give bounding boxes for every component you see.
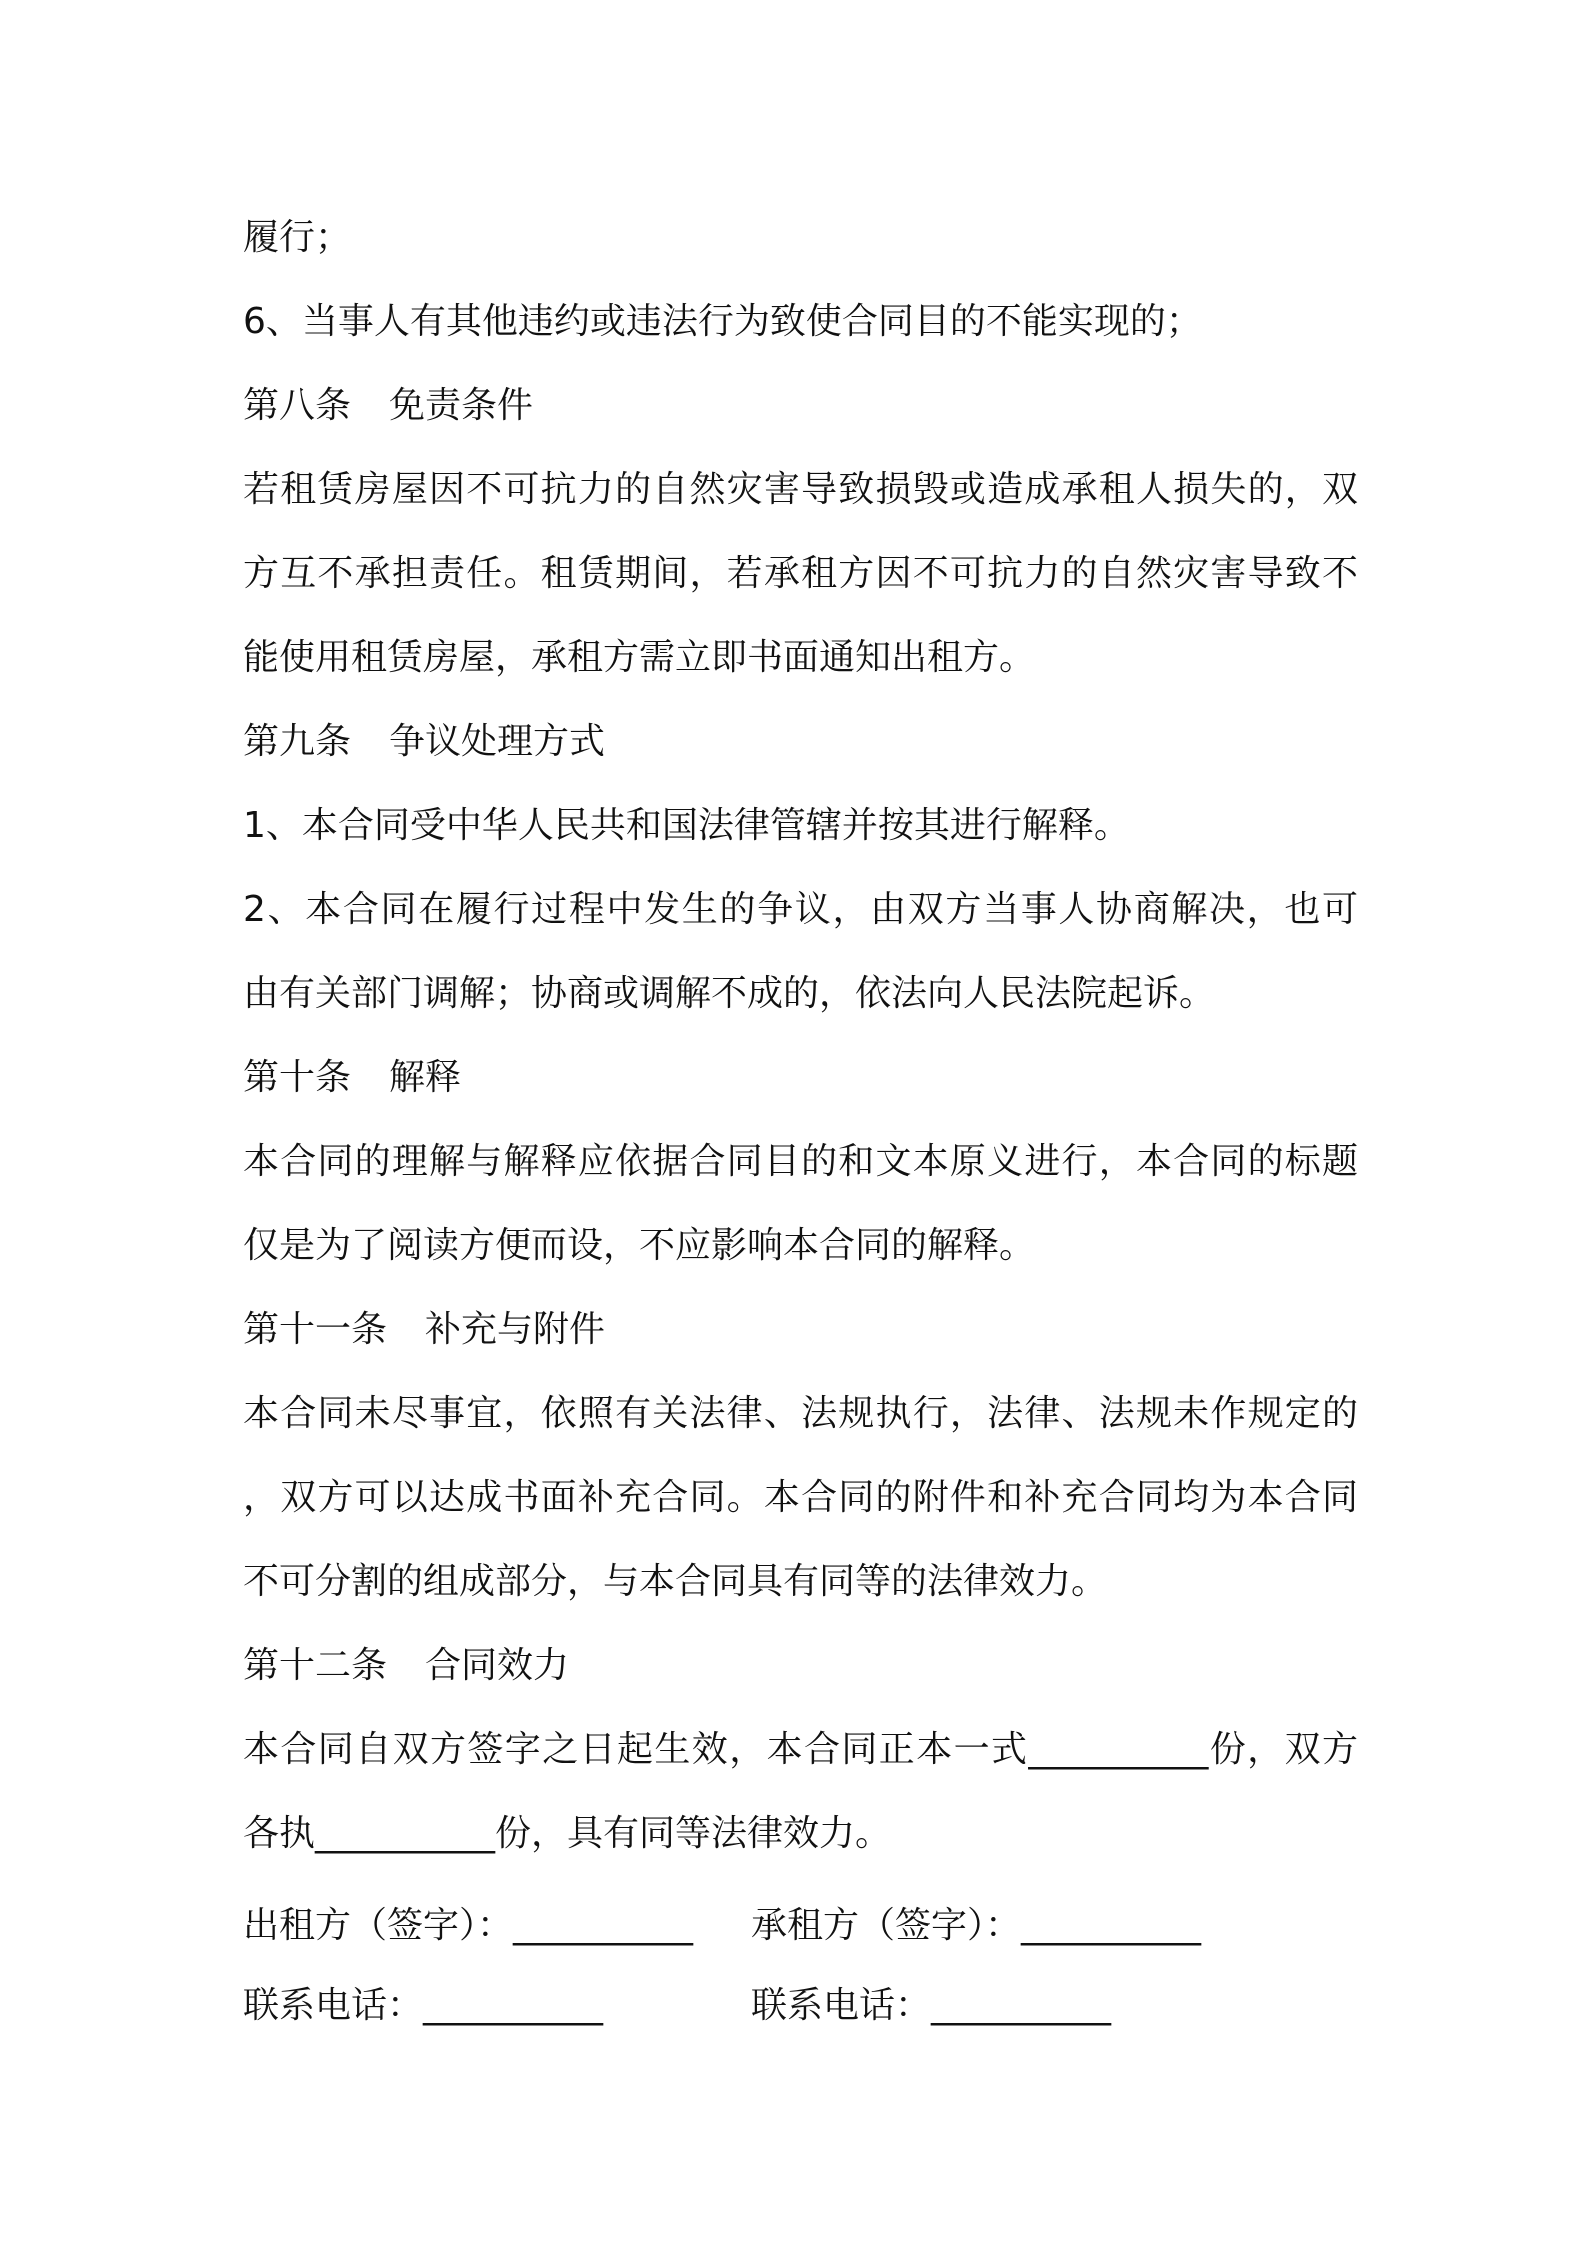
text-line: 若租赁房屋因不可抗力的自然灾害导致损毁或造成承租人损失的，双 [243, 469, 1358, 510]
article-10-heading [243, 1036, 1358, 1120]
text-line: 方互不承担责任。租赁期间，若承租方因不可抗力的自然灾害导致不 [243, 553, 1358, 594]
spacer [243, 1876, 1358, 1886]
text-line: 1、本合同受中华人民共和国法律管辖并按其进行解释。 [243, 805, 1130, 846]
lessee-signature: 承租方（签字）：__________ [751, 1905, 1202, 1946]
signature-row [243, 1886, 1358, 1966]
text-line: 6、当事人有其他违约或违法行为致使合同目的不能实现的； [243, 301, 1202, 342]
article-title: 合同效力 [425, 1645, 570, 1686]
text-line: 本合同未尽事宜，依照有关法律、法规执行，法律、法规未作规定的 [243, 1393, 1358, 1434]
text-line: 由有关部门调解；协商或调解不成的，依法向人民法院起诉。 [243, 973, 1216, 1014]
article-9-heading [243, 700, 1358, 784]
article-number: 第十条 [243, 1057, 352, 1098]
text-line: 2、本合同在履行过程中发生的争议，由双方当事人协商解决，也可 [243, 889, 1358, 930]
article-title: 争议处理方式 [389, 721, 606, 762]
article-title: 解释 [389, 1057, 462, 1098]
text-line: 履行； [243, 217, 352, 258]
document-content [243, 196, 1358, 2046]
text-line: 仅是为了阅读方便而设，不应影响本合同的解释。 [243, 1225, 1036, 1266]
article-title: 免责条件 [389, 385, 534, 426]
article-number: 第十二条 [243, 1645, 388, 1686]
phone-row [243, 1966, 1358, 2046]
article-title: 补充与附件 [425, 1309, 606, 1350]
article-8-heading [243, 364, 1358, 448]
text-line: 各执__________份，具有同等法律效力。 [243, 1813, 892, 1854]
article-number: 第九条 [243, 721, 352, 762]
article-12-heading [243, 1624, 1358, 1708]
article-number: 第八条 [243, 385, 352, 426]
article-number: 第十一条 [243, 1309, 388, 1350]
lessor-signature: 出租方（签字）：__________ [243, 1905, 694, 1946]
article-11-heading [243, 1288, 1358, 1372]
text-line: 不可分割的组成部分，与本合同具有同等的法律效力。 [243, 1561, 1108, 1602]
lessee-phone: 联系电话：__________ [751, 1985, 1112, 2026]
lessor-phone: 联系电话：__________ [243, 1985, 604, 2026]
text-line: 本合同自双方签字之日起生效，本合同正本一式__________份，双方 [243, 1729, 1358, 1770]
text-line: 能使用租赁房屋，承租方需立即书面通知出租方。 [243, 637, 1036, 678]
text-line: ，双方可以达成书面补充合同。本合同的附件和补充合同均为本合同 [243, 1477, 1358, 1518]
text-line: 本合同的理解与解释应依据合同目的和文本原义进行，本合同的标题 [243, 1141, 1358, 1182]
